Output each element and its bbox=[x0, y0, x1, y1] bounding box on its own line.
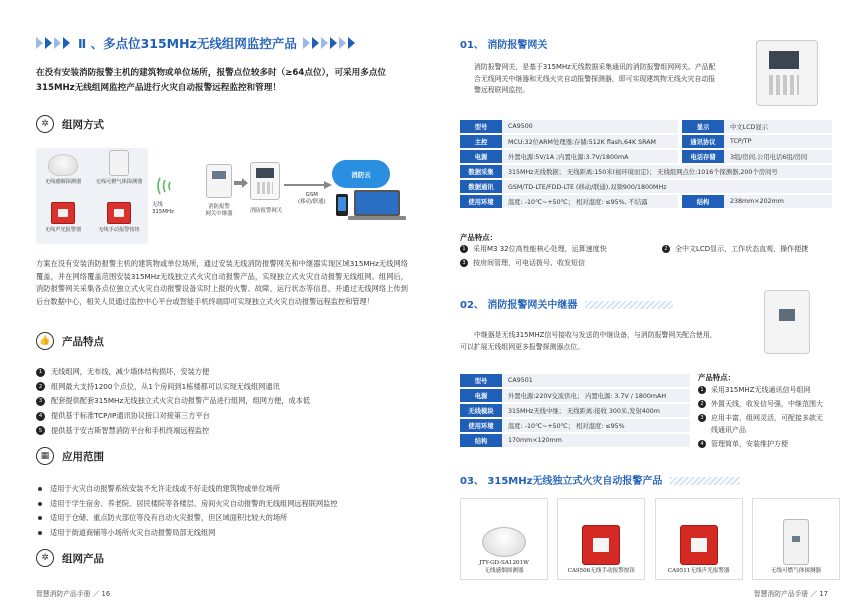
laptop-base bbox=[348, 216, 406, 220]
feature-text: 应用丰富，组网灵活，可配接多款无 bbox=[711, 414, 823, 422]
spec-key: 电源 bbox=[460, 389, 502, 402]
caption-line: CA9511无线声光报警器 bbox=[667, 567, 730, 574]
device-label: 无线声光报警器 bbox=[44, 227, 82, 233]
feature-text: 外置天线，收发信号强，中继范围大 bbox=[711, 400, 823, 408]
keypad bbox=[769, 75, 799, 95]
gsm-label-line: (移动/联通) bbox=[298, 199, 326, 205]
scope-title: 应用范围 bbox=[62, 450, 104, 463]
page-footer: 智慧消防产品手册 ／ 16 bbox=[36, 590, 111, 598]
table-row bbox=[460, 195, 832, 208]
list-item: 5 提供基于安吉斯智慧消防平台和手机终端远程监控 bbox=[36, 423, 408, 438]
caption-line: 无线可燃气体探测器 bbox=[770, 567, 822, 574]
gallery-caption bbox=[668, 568, 730, 575]
list-item: 2 组网最大支持1200个点位，从1个房间到1栋楼都可以实现无线组网通讯 bbox=[36, 380, 408, 395]
feature-text: 管理简单，安装维护方便 bbox=[711, 440, 788, 448]
device-smoke bbox=[38, 154, 88, 185]
wireless-label-line: 无线 bbox=[152, 202, 163, 208]
section-heading-02 bbox=[460, 296, 673, 311]
feature-text: 采用M3 32位高性能核心处理，运算速度快 bbox=[473, 245, 607, 253]
repeater-spec-table bbox=[460, 372, 690, 449]
gallery-item-manual bbox=[557, 498, 645, 580]
feature-item-continued bbox=[711, 425, 746, 435]
network-section-heading bbox=[36, 114, 104, 134]
list-item-text: 配套提供配套315MHz无线独立式火灾自动报警产品进行组网，组网方便，成本低 bbox=[51, 396, 311, 406]
smoke-detector-icon bbox=[482, 527, 526, 557]
alarm-gateway-label: 消防报警网关 bbox=[249, 208, 283, 214]
feature-text: 采用315MHZ无线通讯信号组网 bbox=[711, 386, 811, 394]
spec-value: MCU:32位ARM处理器;存储:512K flash,64K SRAM bbox=[502, 135, 678, 148]
list-item bbox=[36, 497, 408, 512]
device-label: 无线手动报警按钮 bbox=[98, 227, 140, 233]
spec-value: 238mm×202mm bbox=[724, 195, 832, 208]
network-diagram bbox=[36, 144, 408, 248]
gsm-label bbox=[298, 192, 326, 206]
gallery-caption bbox=[568, 568, 635, 575]
table-row bbox=[460, 419, 690, 432]
device-label: 无线可燃气体探测器 bbox=[95, 179, 143, 185]
feature-text: 按房间管理，可电话拨号、收发短信 bbox=[473, 259, 585, 267]
device-label: 无线感烟探测器 bbox=[44, 179, 82, 185]
caption-line: JTY-GD-SA1201W bbox=[479, 560, 529, 567]
list-item-text: 提供基于安吉斯智慧消防平台和手机终端远程监控 bbox=[51, 425, 210, 435]
gateway-spec-table bbox=[460, 118, 832, 210]
network-icon: ✲ bbox=[36, 549, 54, 567]
arrow-right-icon bbox=[234, 178, 248, 188]
wireless-signal-icon bbox=[156, 174, 178, 198]
heading-stripes bbox=[670, 477, 740, 485]
spec-key: 主控 bbox=[460, 135, 502, 148]
chevron-right-icon bbox=[36, 37, 72, 49]
smoke-detector-icon bbox=[48, 154, 78, 176]
gallery-item-gas bbox=[752, 498, 840, 580]
features-title: 产品特点： bbox=[698, 373, 735, 382]
list-item-text: 组网最大支持1200个点位，从1个房间到1栋楼都可以实现无线组网通讯 bbox=[51, 381, 280, 391]
spec-key: 数据采集 bbox=[460, 165, 502, 178]
section-title: 01、 消防报警网关 bbox=[460, 40, 548, 51]
gallery-caption bbox=[479, 560, 529, 575]
chevron-right-icon bbox=[303, 37, 357, 49]
device-sound bbox=[38, 202, 88, 233]
features-title: 产品特点： bbox=[460, 233, 497, 242]
gallery-caption bbox=[771, 568, 821, 575]
alarm-gateway-device bbox=[250, 162, 280, 200]
desc-line: 消防报警网关，是基于315MHz无线数据采集通讯的消防报警组网网关。产品配 bbox=[474, 63, 716, 71]
list-item-text: 适用于火灾自动报警系统安装不允许走线或不好走线的建筑物或单位场所 bbox=[50, 484, 281, 494]
table-row bbox=[460, 150, 832, 163]
feature-item: 3 按房间管理，可电话拨号、收发短信 bbox=[460, 258, 585, 268]
desc-line: 警远程联网监控。 bbox=[474, 86, 530, 94]
list-item-text: 适用于街道商铺等小场所火灾自动报警局部无线组网 bbox=[50, 528, 216, 538]
gateway-label-line: 网关中继器 bbox=[205, 211, 233, 217]
feature-item: 2 全中文LCD显示，工作状态直观、操作便捷 bbox=[662, 244, 808, 254]
feature-item: 1 采用M3 32位高性能核心处理，运算速度快 bbox=[460, 244, 607, 254]
product-gallery bbox=[460, 498, 840, 580]
list-item-text: 适用于学生宿舍、养老院、居民楼院等各楼层、房间火灾自动报警的无线组网远程联网监控 bbox=[50, 498, 338, 508]
gateway-label bbox=[194, 204, 244, 218]
spec-value: 温度: -10℃~+50℃； 相对湿度: ≤95% bbox=[502, 419, 690, 432]
gas-detector-icon bbox=[109, 150, 129, 176]
feature-item: 4 管理简单，安装维护方便 bbox=[698, 439, 788, 449]
products-section-heading bbox=[36, 548, 104, 568]
feature-text: 全中文LCD显示，工作状态直观、操作便捷 bbox=[675, 245, 809, 253]
spec-value: GSM/TD-LTE/FDD-LTE (移动/联通),双频900/1800MHz bbox=[502, 180, 832, 193]
lcd-screen bbox=[769, 51, 799, 69]
spec-value: TCP/TP bbox=[724, 135, 832, 148]
table-row bbox=[460, 404, 690, 417]
list-item: 1 无线组网，无布线，减少墙体结构损坏，安装方便 bbox=[36, 365, 408, 380]
section-title: 03、 315MHz无线独立式火灾自动报警产品 bbox=[460, 476, 663, 487]
table-row bbox=[460, 135, 832, 148]
section-heading-03 bbox=[460, 472, 740, 487]
building-icon: ▦ bbox=[36, 447, 54, 465]
spec-value: 170mm×120mm bbox=[502, 434, 690, 447]
network-title: 组网方式 bbox=[62, 118, 104, 131]
desc-line: 合无线网关中继器和无线火灾自动报警探测器，即可实现建筑物无线火灾自动报 bbox=[474, 74, 716, 83]
banner-title: Ⅱ 、多点位315MHz无线组网监控产品 bbox=[78, 36, 297, 51]
spec-value: 温度: -10℃~+50℃； 相对湿度: ≤95%, 不结露 bbox=[502, 195, 678, 208]
phone-icon bbox=[336, 194, 348, 216]
gas-detector-icon bbox=[783, 519, 809, 565]
section-02-description bbox=[460, 330, 760, 353]
wireless-label-line: 315MHz bbox=[152, 209, 174, 215]
spec-key: 结构 bbox=[460, 434, 502, 447]
section-title: 02、 消防报警网关中继器 bbox=[460, 300, 578, 311]
list-item-text: 无线组网，无布线，减少墙体结构损坏，安装方便 bbox=[51, 367, 210, 377]
section-banner bbox=[36, 34, 357, 52]
spec-key: 结构 bbox=[682, 195, 724, 208]
spec-value: CA9501 bbox=[502, 374, 690, 387]
gsm-label-line: GSM bbox=[305, 192, 318, 198]
table-row bbox=[460, 434, 690, 447]
right-page bbox=[430, 0, 860, 612]
indicator-panel bbox=[779, 309, 795, 321]
spec-key: 电源 bbox=[460, 150, 502, 163]
arrow-right-icon bbox=[284, 180, 332, 190]
list-item: 3 配套提供配套315MHz无线独立式火灾自动报警产品进行组网，组网方便，成本低 bbox=[36, 394, 408, 409]
spec-key: 电话存储 bbox=[682, 150, 724, 163]
feature-item: 2 外置天线，收发信号强，中继范围大 bbox=[698, 399, 823, 409]
list-item: 4 提供基于标准TCP/IP通讯协议接口对接第三方平台 bbox=[36, 409, 408, 424]
manual-button-icon bbox=[582, 525, 620, 565]
table-row bbox=[460, 180, 832, 193]
features-section-heading bbox=[36, 331, 104, 351]
gateway-product-image bbox=[756, 40, 818, 106]
list-item bbox=[36, 482, 408, 497]
intro-text: 在没有安装消防报警主机的建筑物或单位场所，报警点位较多时（≥64点位），可采用多点位315MHz无线组网监控产品进行火灾自动报警远程监控和管理！ bbox=[36, 68, 387, 93]
features-list bbox=[36, 365, 408, 438]
gallery-item-smoke bbox=[460, 498, 548, 580]
cloud-platform: 消防云 bbox=[332, 160, 390, 188]
gallery-item-siren bbox=[655, 498, 743, 580]
manual-button-icon bbox=[107, 202, 131, 224]
scope-section-heading bbox=[36, 446, 104, 466]
feature-item: 3 应用丰富，组网灵活，可配接多款无 bbox=[698, 413, 823, 423]
gateway-label-line: 消防报警 bbox=[208, 204, 230, 210]
spec-key: 无线模块 bbox=[460, 404, 502, 417]
page-footer: 智慧消防产品手册 ／ 17 bbox=[753, 590, 828, 598]
caption-line: CA9506无线手动报警按钮 bbox=[567, 567, 635, 574]
table-row bbox=[460, 165, 832, 178]
products-title: 组网产品 bbox=[62, 552, 104, 565]
caption-line: 无线感烟探测器 bbox=[484, 567, 524, 574]
spec-value: 中文LCD显示 bbox=[724, 120, 832, 133]
spec-key: 使用环境 bbox=[460, 195, 502, 208]
laptop-icon bbox=[354, 190, 400, 216]
spec-key: 使用环境 bbox=[460, 419, 502, 432]
network-icon: ✲ bbox=[36, 115, 54, 133]
device-panel bbox=[36, 148, 148, 244]
heading-stripes bbox=[585, 301, 673, 309]
list-item-text: 适用于仓储、重点防火部位等没有自动火灾报警，但区域面积比较大的场所 bbox=[50, 513, 288, 523]
spec-value: 外置电源:220V交流供电； 内置电源: 3.7V / 1800mAH bbox=[502, 389, 690, 402]
desc-line: 中继器是无线315MHZ信号接收与发送的中继设备，与消防报警网关配合使用， bbox=[474, 331, 717, 339]
features-title: 产品特点 bbox=[62, 335, 104, 348]
spec-value: 外置电源:5V/1A ;内置电源:3.7V/1800mA bbox=[502, 150, 678, 163]
section-heading-01 bbox=[460, 36, 547, 51]
list-item bbox=[36, 511, 408, 526]
list-item-text: 提供基于标准TCP/IP通讯协议接口对接第三方平台 bbox=[51, 411, 210, 421]
feature-text: 线通讯产品 bbox=[711, 426, 746, 434]
desc-line: 可以扩展无线组网更多报警探测器点位。 bbox=[460, 342, 585, 351]
table-row bbox=[460, 389, 690, 402]
spec-key: 通讯协议 bbox=[682, 135, 724, 148]
device-manual bbox=[94, 202, 144, 233]
alarm-siren-icon bbox=[51, 202, 75, 224]
table-row bbox=[460, 374, 690, 387]
spec-key: 数据通讯 bbox=[460, 180, 502, 193]
spec-key: 型号 bbox=[460, 120, 502, 133]
thumbs-up-icon: 👍 bbox=[36, 332, 54, 350]
network-description: 方案在没有安装消防报警主机的建筑物或单位场所，通过安装无线消防报警网关和中继器实现区域315MHz无线网络覆盖，并在网络覆盖范围安装315MHz无线独立式火灾自动报警产品，实现独立式火灾自动报警无线组网。组网后，消防报警网关采集各点位独立式火灾自动报警设备实时上报的火警、故障、运行状态等信息，并通过无线网络上传到后台数据中心，相关人员通过监控中心平台或智能手机终端即可实现独立式火灾自动报警远程监控和管理！ bbox=[36, 259, 408, 306]
alarm-siren-icon bbox=[680, 525, 718, 565]
scope-list bbox=[36, 482, 408, 540]
wireless-label bbox=[152, 202, 174, 216]
spec-key: 型号 bbox=[460, 374, 502, 387]
spec-value: 315MHz无线数据； 无线距离:150米(视环境而定)； 无线组网点位:1016个探测器,200个房间号 bbox=[502, 165, 832, 178]
spec-key: 显示 bbox=[682, 120, 724, 133]
gateway-repeater-device bbox=[206, 164, 232, 198]
spec-value: CA9500 bbox=[502, 120, 678, 133]
list-item bbox=[36, 526, 408, 541]
spec-value: 3组/房间,公用电话6组/房间 bbox=[724, 150, 832, 163]
spec-value: 315MHz无线中继； 无线距离:接收 300米,发射400m bbox=[502, 404, 690, 417]
feature-item: 1 采用315MHZ无线通讯信号组网 bbox=[698, 385, 810, 395]
device-gas bbox=[94, 150, 144, 185]
repeater-product-image bbox=[764, 290, 810, 354]
section-01-description bbox=[474, 62, 736, 97]
table-row bbox=[460, 120, 832, 133]
